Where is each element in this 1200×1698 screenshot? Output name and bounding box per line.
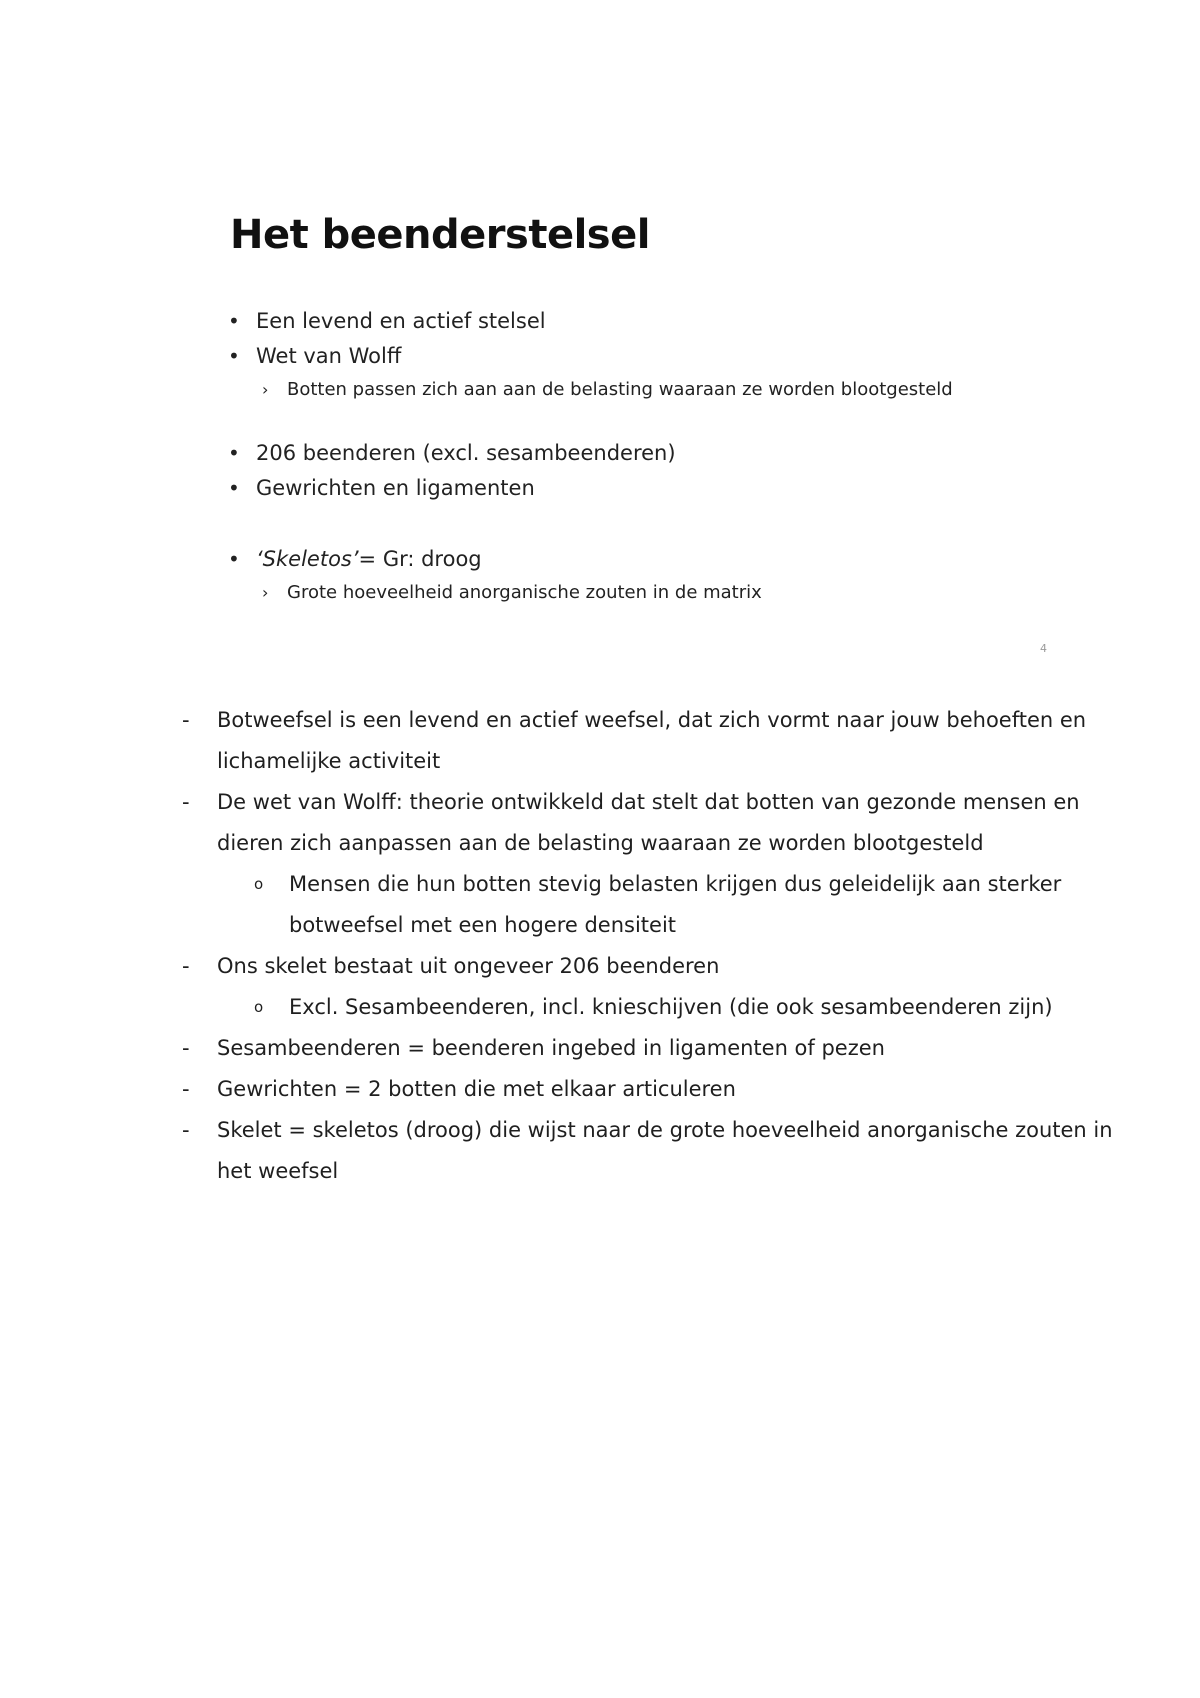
note-text: Gewrichten = 2 botten die met elkaar articuleren: [217, 1077, 736, 1101]
slide-sub-bullet: [228, 577, 953, 609]
dash-marker: -: [182, 1036, 190, 1060]
dash-marker: -: [182, 708, 190, 732]
note-sub-item: [180, 864, 1120, 946]
spacer: [228, 406, 953, 436]
circle-marker-icon: o: [254, 875, 264, 893]
note-text: Excl. Sesambeenderen, incl. knieschijven (die ook sesambeenderen zijn): [289, 995, 1053, 1019]
note-item: [180, 1069, 1120, 1110]
note-text: De wet van Wolff: theorie ontwikkeld dat stelt dat botten van gezonde mensen en dieren zich aanpassen aan de belasting waaraan ze worden blootgesteld: [217, 790, 1080, 855]
slide-bullet-italic: ‘Skeletos’: [256, 547, 359, 571]
note-item: [180, 782, 1120, 864]
slide-bullet: • Wet van Wolff: [228, 339, 953, 374]
note-item: [180, 700, 1120, 782]
chevron-right-icon: ›: [262, 583, 269, 602]
note-item: [180, 1110, 1120, 1192]
slide-bullet-list: [228, 304, 953, 609]
note-item: [180, 946, 1120, 987]
dash-marker: -: [182, 1118, 190, 1142]
slide-sub-bullet: [228, 374, 953, 406]
note-text: Sesambeenderen = beenderen ingebed in ligamenten of pezen: [217, 1036, 885, 1060]
slide-bullet: • Een levend en actief stelsel: [228, 304, 953, 339]
slide-sub-bullet-text: Botten passen zich aan aan de belasting waaraan ze worden blootgesteld: [287, 379, 953, 400]
note-text: Mensen die hun botten stevig belasten krijgen dus geleidelijk aan sterker botweefsel met een hogere densiteit: [289, 872, 1062, 937]
dash-marker: -: [182, 790, 190, 814]
note-text: Skelet = skeletos (droog) die wijst naar de grote hoeveelheid anorganische zouten in het weefsel: [217, 1118, 1113, 1183]
slide-title: Het beenderstelsel: [230, 212, 650, 258]
slide-sub-bullet-text: Grote hoeveelheid anorganische zouten in de matrix: [287, 582, 762, 603]
slide-bullet: • Gewrichten en ligamenten: [228, 471, 953, 506]
slide-bullet: • 206 beenderen (excl. sesambeenderen): [228, 436, 953, 471]
note-item: [180, 1028, 1120, 1069]
slide-bullet-text: = Gr: droog: [358, 547, 482, 571]
slide-image: [0, 0, 1200, 680]
note-sub-item: [180, 987, 1120, 1028]
slide-bullet: [228, 542, 953, 577]
dash-marker: -: [182, 954, 190, 978]
slide-page-number: 4: [1040, 642, 1047, 655]
spacer: [228, 506, 953, 542]
note-text: Botweefsel is een levend en actief weefsel, dat zich vormt naar jouw behoeften en lichamelijke activiteit: [217, 708, 1087, 773]
notes-list: [180, 700, 1120, 1192]
chevron-right-icon: ›: [262, 380, 269, 399]
dash-marker: -: [182, 1077, 190, 1101]
circle-marker-icon: o: [254, 998, 264, 1016]
note-text: Ons skelet bestaat uit ongeveer 206 beenderen: [217, 954, 720, 978]
